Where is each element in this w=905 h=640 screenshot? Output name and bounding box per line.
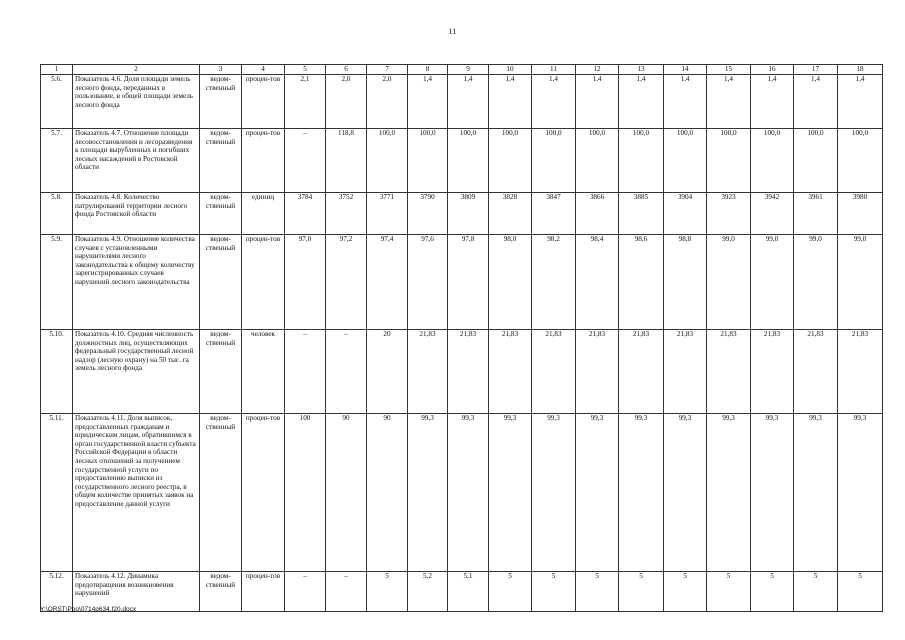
table-row <box>41 129 883 193</box>
value-cell: 3752 <box>326 193 367 235</box>
value-cell: 21,83 <box>489 330 532 414</box>
value-cell: 3942 <box>751 193 794 235</box>
unit-of-measure: процен-тов <box>242 572 285 612</box>
row-number: 5.10. <box>41 330 73 414</box>
value-cell: 3784 <box>285 193 326 235</box>
indicator-name: Показатель 4.7. Отношение площади лесовосстановления и лесоразведения к площади вырубленных и погибших лесных насаждений в Ростовской области <box>73 129 200 193</box>
value-cell: – <box>326 330 367 414</box>
value-cell: 1,4 <box>619 75 664 129</box>
unit-of-measure: процен-тов <box>242 414 285 572</box>
value-cell: 100,0 <box>576 129 619 193</box>
header-cell: 6 <box>326 65 367 75</box>
table-row <box>41 75 883 129</box>
value-cell: 21,83 <box>794 330 838 414</box>
value-cell: 3961 <box>794 193 838 235</box>
value-cell: 97,8 <box>448 235 489 330</box>
value-cell: 1,4 <box>664 75 707 129</box>
value-cell: 99,3 <box>408 414 448 572</box>
value-cell: 100,0 <box>664 129 707 193</box>
header-cell: 1 <box>41 65 73 75</box>
value-cell: 21,83 <box>664 330 707 414</box>
value-cell: – <box>285 572 326 612</box>
indicator-name: Показатель 4.10. Средняя численность должностных лиц, осуществляющих федеральный государственный лесной надзор (лесную охрану) на 50 тыс. га земель лесного фонда <box>73 330 200 414</box>
indicator-type: ведом-ственный <box>200 129 242 193</box>
unit-of-measure: процен-тов <box>242 75 285 129</box>
indicator-name: Показатель 4.12. Динамика предотвращения возникновения нарушений <box>73 572 200 612</box>
value-cell: 97,0 <box>285 235 326 330</box>
value-cell: 98,6 <box>619 235 664 330</box>
header-cell: 17 <box>794 65 838 75</box>
unit-of-measure: процен-тов <box>242 129 285 193</box>
header-cell: 16 <box>751 65 794 75</box>
header-cell: 3 <box>200 65 242 75</box>
value-cell: 5 <box>489 572 532 612</box>
value-cell: 99,3 <box>489 414 532 572</box>
header-cell: 10 <box>489 65 532 75</box>
indicator-type: ведом-ственный <box>200 235 242 330</box>
value-cell: 100,0 <box>408 129 448 193</box>
value-cell: 5 <box>664 572 707 612</box>
value-cell: 3923 <box>707 193 751 235</box>
value-cell: 5 <box>751 572 794 612</box>
value-cell: – <box>326 572 367 612</box>
header-cell: 14 <box>664 65 707 75</box>
row-number: 5.9. <box>41 235 73 330</box>
indicator-type: ведом-ственный <box>200 330 242 414</box>
value-cell: 99,0 <box>838 235 883 330</box>
value-cell: 3885 <box>619 193 664 235</box>
row-number: 5.12. <box>41 572 73 612</box>
value-cell: 100,0 <box>367 129 408 193</box>
value-cell: 97,4 <box>367 235 408 330</box>
header-cell: 15 <box>707 65 751 75</box>
value-cell: 1,4 <box>448 75 489 129</box>
value-cell: 99,3 <box>794 414 838 572</box>
indicator-type: ведом-ственный <box>200 193 242 235</box>
file-path-footer: Y:\ORST\Ppo\0714p634.f20.docx <box>40 606 137 613</box>
value-cell: 99,0 <box>751 235 794 330</box>
value-cell: – <box>285 129 326 193</box>
value-cell: 99,3 <box>838 414 883 572</box>
unit-of-measure: человек <box>242 330 285 414</box>
value-cell: 1,4 <box>794 75 838 129</box>
indicator-name: Показатель 4.9. Отношение количества случаев с установленными нарушителями лесного законодательства к общему количеству зарегистрированных случаев нарушений лесного законодательства <box>73 235 200 330</box>
header-cell: 9 <box>448 65 489 75</box>
value-cell: 100,0 <box>707 129 751 193</box>
value-cell: 2,0 <box>326 75 367 129</box>
unit-of-measure: процен-тов <box>242 235 285 330</box>
header-cell: 5 <box>285 65 326 75</box>
header-cell: 11 <box>532 65 576 75</box>
value-cell: 21,83 <box>619 330 664 414</box>
value-cell: 97,6 <box>408 235 448 330</box>
header-cell: 4 <box>242 65 285 75</box>
indicator-name: Показатель 4.8. Количество патрулирований территории лесного фонда Ростовской области <box>73 193 200 235</box>
table-header-row <box>41 65 883 75</box>
value-cell: 100,0 <box>838 129 883 193</box>
value-cell: 3771 <box>367 193 408 235</box>
row-number: 5.11. <box>41 414 73 572</box>
indicator-table <box>40 64 883 612</box>
value-cell: 5 <box>367 572 408 612</box>
value-cell: 5 <box>707 572 751 612</box>
value-cell: 2,0 <box>367 75 408 129</box>
table-row <box>41 330 883 414</box>
value-cell: 2,1 <box>285 75 326 129</box>
value-cell: 3847 <box>532 193 576 235</box>
value-cell: 100,0 <box>794 129 838 193</box>
indicator-name: Показатель 4.11. Доля выписок, предоставленных гражданам и юридическим лицам, обратившимся в орган государственной власти субъекта Российской Федерации в области лесных отношений за получением государственной услуги по предоставлению выписки из государственного лесного реестра, в общем количестве принятых заявок на предоставление данной услуги <box>73 414 200 572</box>
unit-of-measure: единиц <box>242 193 285 235</box>
value-cell: 100 <box>285 414 326 572</box>
row-number: 5.8. <box>41 193 73 235</box>
value-cell: 90 <box>367 414 408 572</box>
value-cell: 3809 <box>448 193 489 235</box>
value-cell: 99,3 <box>448 414 489 572</box>
value-cell: 21,83 <box>576 330 619 414</box>
value-cell: 1,4 <box>576 75 619 129</box>
value-cell: 98,8 <box>664 235 707 330</box>
value-cell: 3866 <box>576 193 619 235</box>
indicator-name: Показатель 4.6. Доля площади земель лесного фонда, переданных в пользование, в общей площади земель лесного фонда <box>73 75 200 129</box>
row-number: 5.7. <box>41 129 73 193</box>
value-cell: 3828 <box>489 193 532 235</box>
value-cell: – <box>285 330 326 414</box>
header-cell: 18 <box>838 65 883 75</box>
indicator-type: ведом-ственный <box>200 572 242 612</box>
value-cell: 5 <box>794 572 838 612</box>
value-cell: 97,2 <box>326 235 367 330</box>
value-cell: 100,0 <box>619 129 664 193</box>
value-cell: 90 <box>326 414 367 572</box>
value-cell: 100,0 <box>751 129 794 193</box>
value-cell: 99,3 <box>576 414 619 572</box>
header-cell: 8 <box>408 65 448 75</box>
value-cell: 99,3 <box>751 414 794 572</box>
value-cell: 5 <box>576 572 619 612</box>
value-cell: 3790 <box>408 193 448 235</box>
value-cell: 118,8 <box>326 129 367 193</box>
value-cell: 1,4 <box>489 75 532 129</box>
value-cell: 98,0 <box>489 235 532 330</box>
header-cell: 12 <box>576 65 619 75</box>
table-row <box>41 193 883 235</box>
value-cell: 99,0 <box>707 235 751 330</box>
value-cell: 1,4 <box>532 75 576 129</box>
value-cell: 99,3 <box>664 414 707 572</box>
value-cell: 5 <box>619 572 664 612</box>
value-cell: 20 <box>367 330 408 414</box>
value-cell: 99,3 <box>619 414 664 572</box>
value-cell: 100,0 <box>489 129 532 193</box>
header-cell: 2 <box>73 65 200 75</box>
value-cell: 1,4 <box>751 75 794 129</box>
indicator-type: ведом-ственный <box>200 414 242 572</box>
row-number: 5.6. <box>41 75 73 129</box>
value-cell: 100,0 <box>532 129 576 193</box>
value-cell: 5 <box>838 572 883 612</box>
value-cell: 99,0 <box>794 235 838 330</box>
value-cell: 3904 <box>664 193 707 235</box>
value-cell: 1,4 <box>408 75 448 129</box>
value-cell: 1,4 <box>707 75 751 129</box>
value-cell: 1,4 <box>838 75 883 129</box>
value-cell: 21,83 <box>838 330 883 414</box>
value-cell: 5,2 <box>408 572 448 612</box>
table-row <box>41 572 883 612</box>
value-cell: 98,2 <box>532 235 576 330</box>
value-cell: 5,1 <box>448 572 489 612</box>
value-cell: 98,4 <box>576 235 619 330</box>
page-number: 11 <box>448 27 457 36</box>
value-cell: 5 <box>532 572 576 612</box>
table-row <box>41 414 883 572</box>
table-row <box>41 235 883 330</box>
value-cell: 3980 <box>838 193 883 235</box>
indicator-type: ведом-ственный <box>200 75 242 129</box>
value-cell: 99,3 <box>707 414 751 572</box>
header-cell: 7 <box>367 65 408 75</box>
value-cell: 21,83 <box>707 330 751 414</box>
header-cell: 13 <box>619 65 664 75</box>
value-cell: 99,3 <box>532 414 576 572</box>
value-cell: 21,83 <box>448 330 489 414</box>
value-cell: 21,83 <box>751 330 794 414</box>
value-cell: 100,0 <box>448 129 489 193</box>
value-cell: 21,83 <box>408 330 448 414</box>
value-cell: 21,83 <box>532 330 576 414</box>
